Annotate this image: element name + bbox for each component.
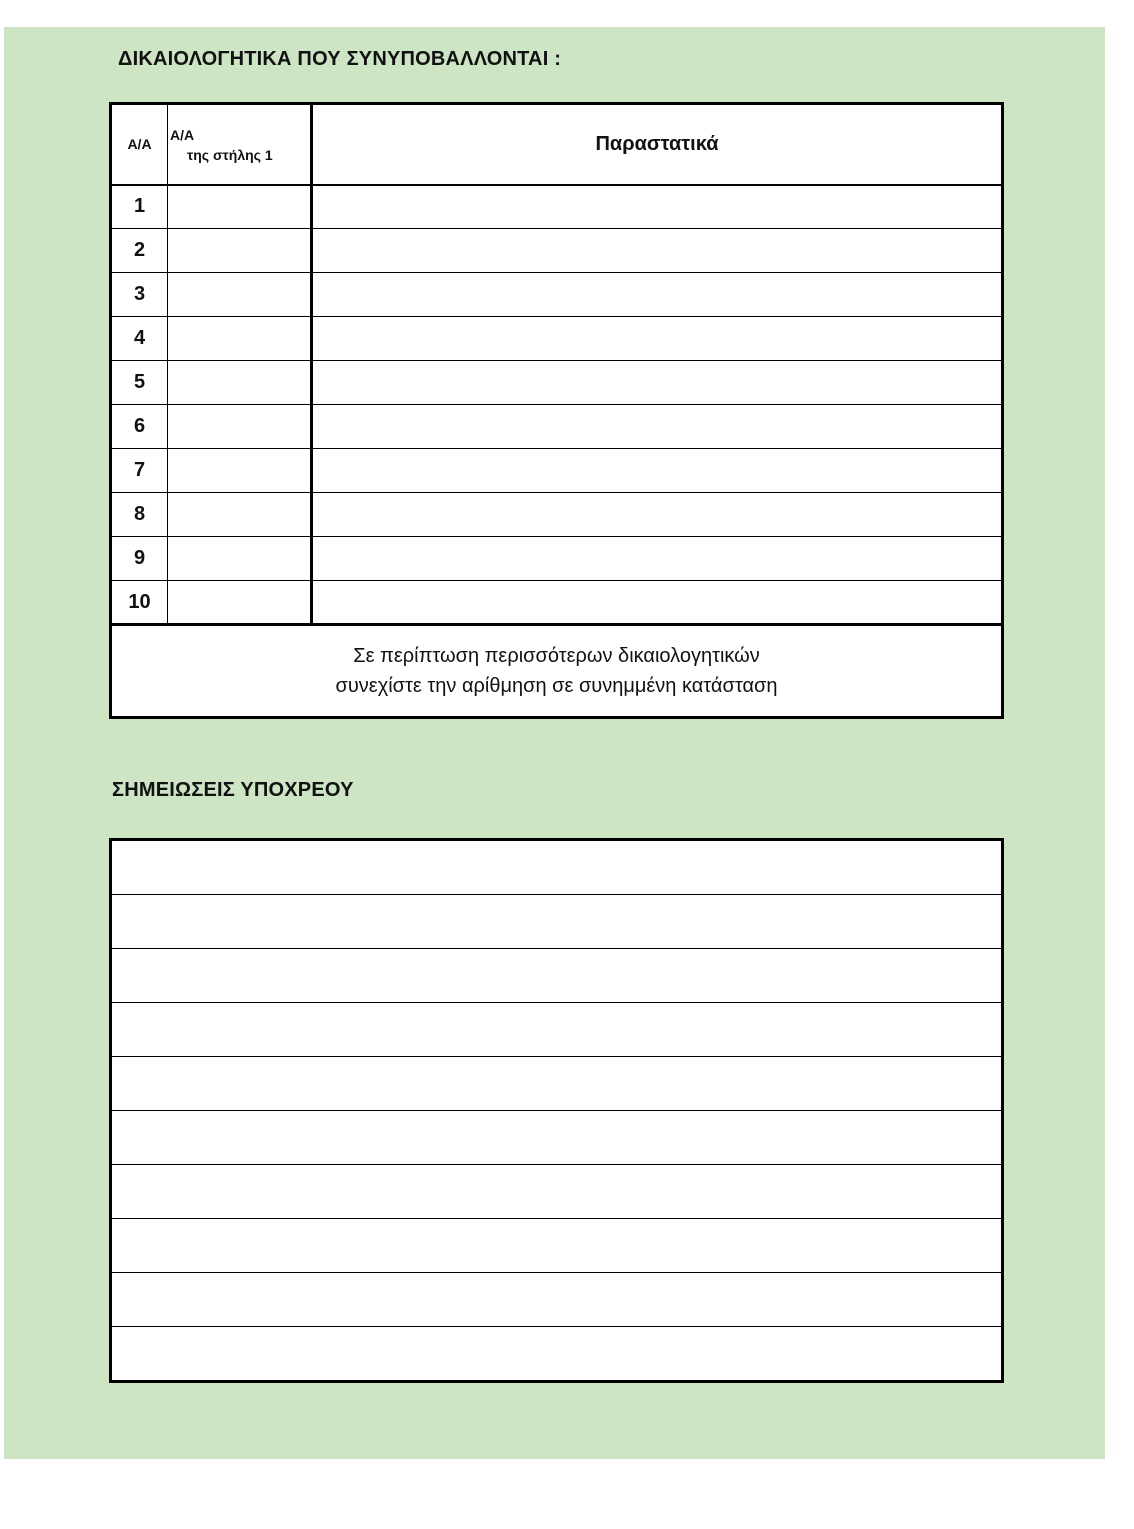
notes-section-title: ΣΗΜΕΙΩΣΕΙΣ ΥΠΟΧΡΕΟΥ (112, 779, 354, 801)
continuation-note-line2: συνεχίστε την αρίθμηση σε συνημμένη κατάσταση (335, 675, 778, 697)
notes-line-row (111, 1273, 1003, 1327)
notes-table (109, 838, 1004, 1383)
document-row (111, 317, 1003, 361)
row-number: 3 (111, 273, 168, 317)
document-description-field[interactable] (312, 361, 1003, 405)
notes-line-field[interactable] (111, 1165, 1003, 1219)
column-reference-field[interactable] (168, 449, 312, 493)
document-description-field[interactable] (312, 317, 1003, 361)
notes-line-row (111, 1057, 1003, 1111)
row-number: 10 (111, 581, 168, 625)
document-row (111, 449, 1003, 493)
document-description-field[interactable] (312, 229, 1003, 273)
column-reference-field[interactable] (168, 317, 312, 361)
continuation-note-row (111, 625, 1003, 718)
notes-line-row (111, 949, 1003, 1003)
document-row (111, 361, 1003, 405)
header-aa: Α/Α (111, 104, 168, 185)
notes-line-field[interactable] (111, 1327, 1003, 1382)
column-reference-field[interactable] (168, 229, 312, 273)
notes-line-field[interactable] (111, 1003, 1003, 1057)
notes-line-row (111, 1219, 1003, 1273)
document-description-field[interactable] (312, 185, 1003, 229)
column-reference-field[interactable] (168, 493, 312, 537)
row-number: 6 (111, 405, 168, 449)
column-reference-field[interactable] (168, 273, 312, 317)
row-number: 1 (111, 185, 168, 229)
continuation-note-line1: Σε περίπτωση περισσότερων δικαιολογητικών (353, 645, 760, 667)
document-description-field[interactable] (312, 273, 1003, 317)
document-row (111, 537, 1003, 581)
column-reference-field[interactable] (168, 581, 312, 625)
notes-line-row (111, 1111, 1003, 1165)
notes-line-row (111, 840, 1003, 895)
notes-line-field[interactable] (111, 840, 1003, 895)
document-row (111, 405, 1003, 449)
notes-line-field[interactable] (111, 1273, 1003, 1327)
column-reference-field[interactable] (168, 185, 312, 229)
documents-section-title: ΔΙΚΑΙΟΛΟΓΗΤΙΚΑ ΠΟΥ ΣΥΝΥΠΟΒΑΛΛΟΝΤΑΙ : (118, 48, 562, 70)
column-reference-field[interactable] (168, 361, 312, 405)
row-number: 5 (111, 361, 168, 405)
document-row (111, 185, 1003, 229)
notes-line-field[interactable] (111, 895, 1003, 949)
document-description-field[interactable] (312, 537, 1003, 581)
row-number: 2 (111, 229, 168, 273)
column-reference-field[interactable] (168, 537, 312, 581)
header-column-reference (168, 104, 312, 185)
notes-line-field[interactable] (111, 1111, 1003, 1165)
header-ref-line1: Α/Α (170, 127, 195, 143)
document-description-field[interactable] (312, 449, 1003, 493)
continuation-note (111, 625, 1003, 718)
documents-table-header-row (111, 104, 1003, 185)
row-number: 8 (111, 493, 168, 537)
document-row (111, 229, 1003, 273)
document-row (111, 273, 1003, 317)
notes-line-row (111, 1165, 1003, 1219)
notes-line-row (111, 895, 1003, 949)
notes-line-field[interactable] (111, 1219, 1003, 1273)
document-description-field[interactable] (312, 405, 1003, 449)
row-number: 7 (111, 449, 168, 493)
column-reference-field[interactable] (168, 405, 312, 449)
notes-line-row (111, 1003, 1003, 1057)
header-ref-line2: της στήλης 1 (187, 147, 273, 163)
document-description-field[interactable] (312, 581, 1003, 625)
document-row (111, 581, 1003, 625)
header-documents: Παραστατικά (312, 104, 1003, 185)
notes-line-row (111, 1327, 1003, 1382)
document-description-field[interactable] (312, 493, 1003, 537)
notes-line-field[interactable] (111, 949, 1003, 1003)
row-number: 4 (111, 317, 168, 361)
notes-line-field[interactable] (111, 1057, 1003, 1111)
documents-table (109, 102, 1004, 719)
document-row (111, 493, 1003, 537)
row-number: 9 (111, 537, 168, 581)
